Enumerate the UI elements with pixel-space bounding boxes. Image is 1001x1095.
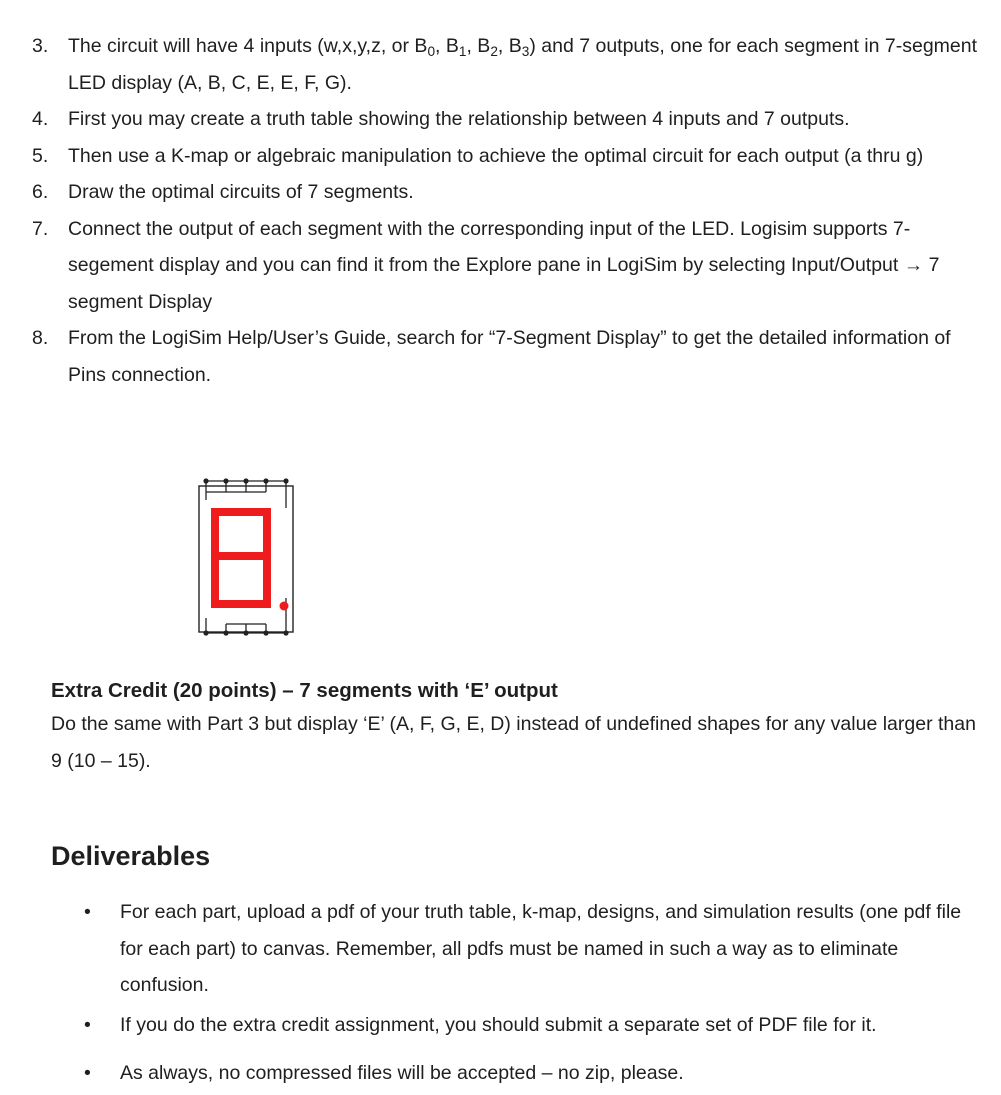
step-text: From the LogiSim Help/User’s Guide, search for “7-Segment Display” to get the detailed information of Pins connection. [68,327,951,386]
step-5 [0,138,1001,175]
extra-credit-title: Extra Credit (20 points) – 7 segments with ‘E’ output [51,679,558,702]
list-item-text: If you do the extra credit assignment, you should submit a separate set of PDF file for it. [120,1013,877,1036]
segment-f [211,508,219,558]
extra-credit-section [51,676,981,779]
segment-b [263,508,271,558]
bullet-icon: • [84,1013,91,1036]
list-item [0,894,1001,1004]
step-text: Then use a K-map or algebraic manipulation to achieve the optimal circuit for each output (a thru g) [68,144,924,167]
led-segments [211,508,289,611]
decimal-point [280,602,289,611]
right-arrow-icon: → [903,254,924,276]
step-number: 7. [32,217,49,240]
step-text: The circuit will have 4 inputs (w,x,y,z, or $B_0$, $B_1$, $B_2$, $B_3$) and 7 outputs, one for each segment in 7-segment LED display (A, B, C, E, E, F, G). [68,35,978,94]
segment-a [211,508,271,516]
step-text: Draw the optimal circuits of 7 segments. [68,181,414,203]
segment-c [263,554,271,608]
list-item [0,1055,1001,1092]
step-number: 5. [32,144,49,167]
instruction-steps [0,28,1001,393]
list-item [0,1007,1001,1044]
extra-credit-body: Do the same with Part 3 but display ‘E’ (A, F, G, E, D) instead of undefined shapes for any value larger than 9 (10 – 15). [51,713,976,772]
step-7 [0,211,1001,321]
step-number: 4. [32,108,49,130]
seven-segment-display-figure [196,478,298,636]
bullet-icon: • [84,901,91,923]
list-item-text: As always, no compressed files will be accepted – no zip, please. [120,1062,684,1084]
list-item-text: For each part, upload a pdf of your truth table, k-map, designs, and simulation results (one pdf file for each part) to canvas. Remember, all pdfs must be named in such a way as to eliminate confusion. [120,901,962,996]
deliverables-heading: Deliverables [51,841,211,871]
bullet-icon: • [84,1062,91,1084]
step-text: First you may create a truth table showing the relationship between 4 inputs and 7 outputs. [68,108,850,130]
top-pin-traces [206,481,288,508]
step-8 [0,320,1001,393]
step-text: Connect the output of each segment with the corresponding input of the LED. Logisim supports 7-segement display and you can find it from the Explore pane in LogiSim by selecting Input/Output → 7 segment Display [68,217,940,313]
deliverables-list [0,894,1001,1092]
segment-d [211,600,271,608]
step-number: 6. [32,181,49,203]
seven-segment-display-icon [196,478,298,636]
step-6 [0,174,1001,211]
segment-e [211,554,219,608]
step-3 [0,28,1001,101]
step-4 [0,101,1001,138]
step-number: 3. [32,35,49,57]
step-number: 8. [32,327,49,349]
segment-g [211,552,271,560]
